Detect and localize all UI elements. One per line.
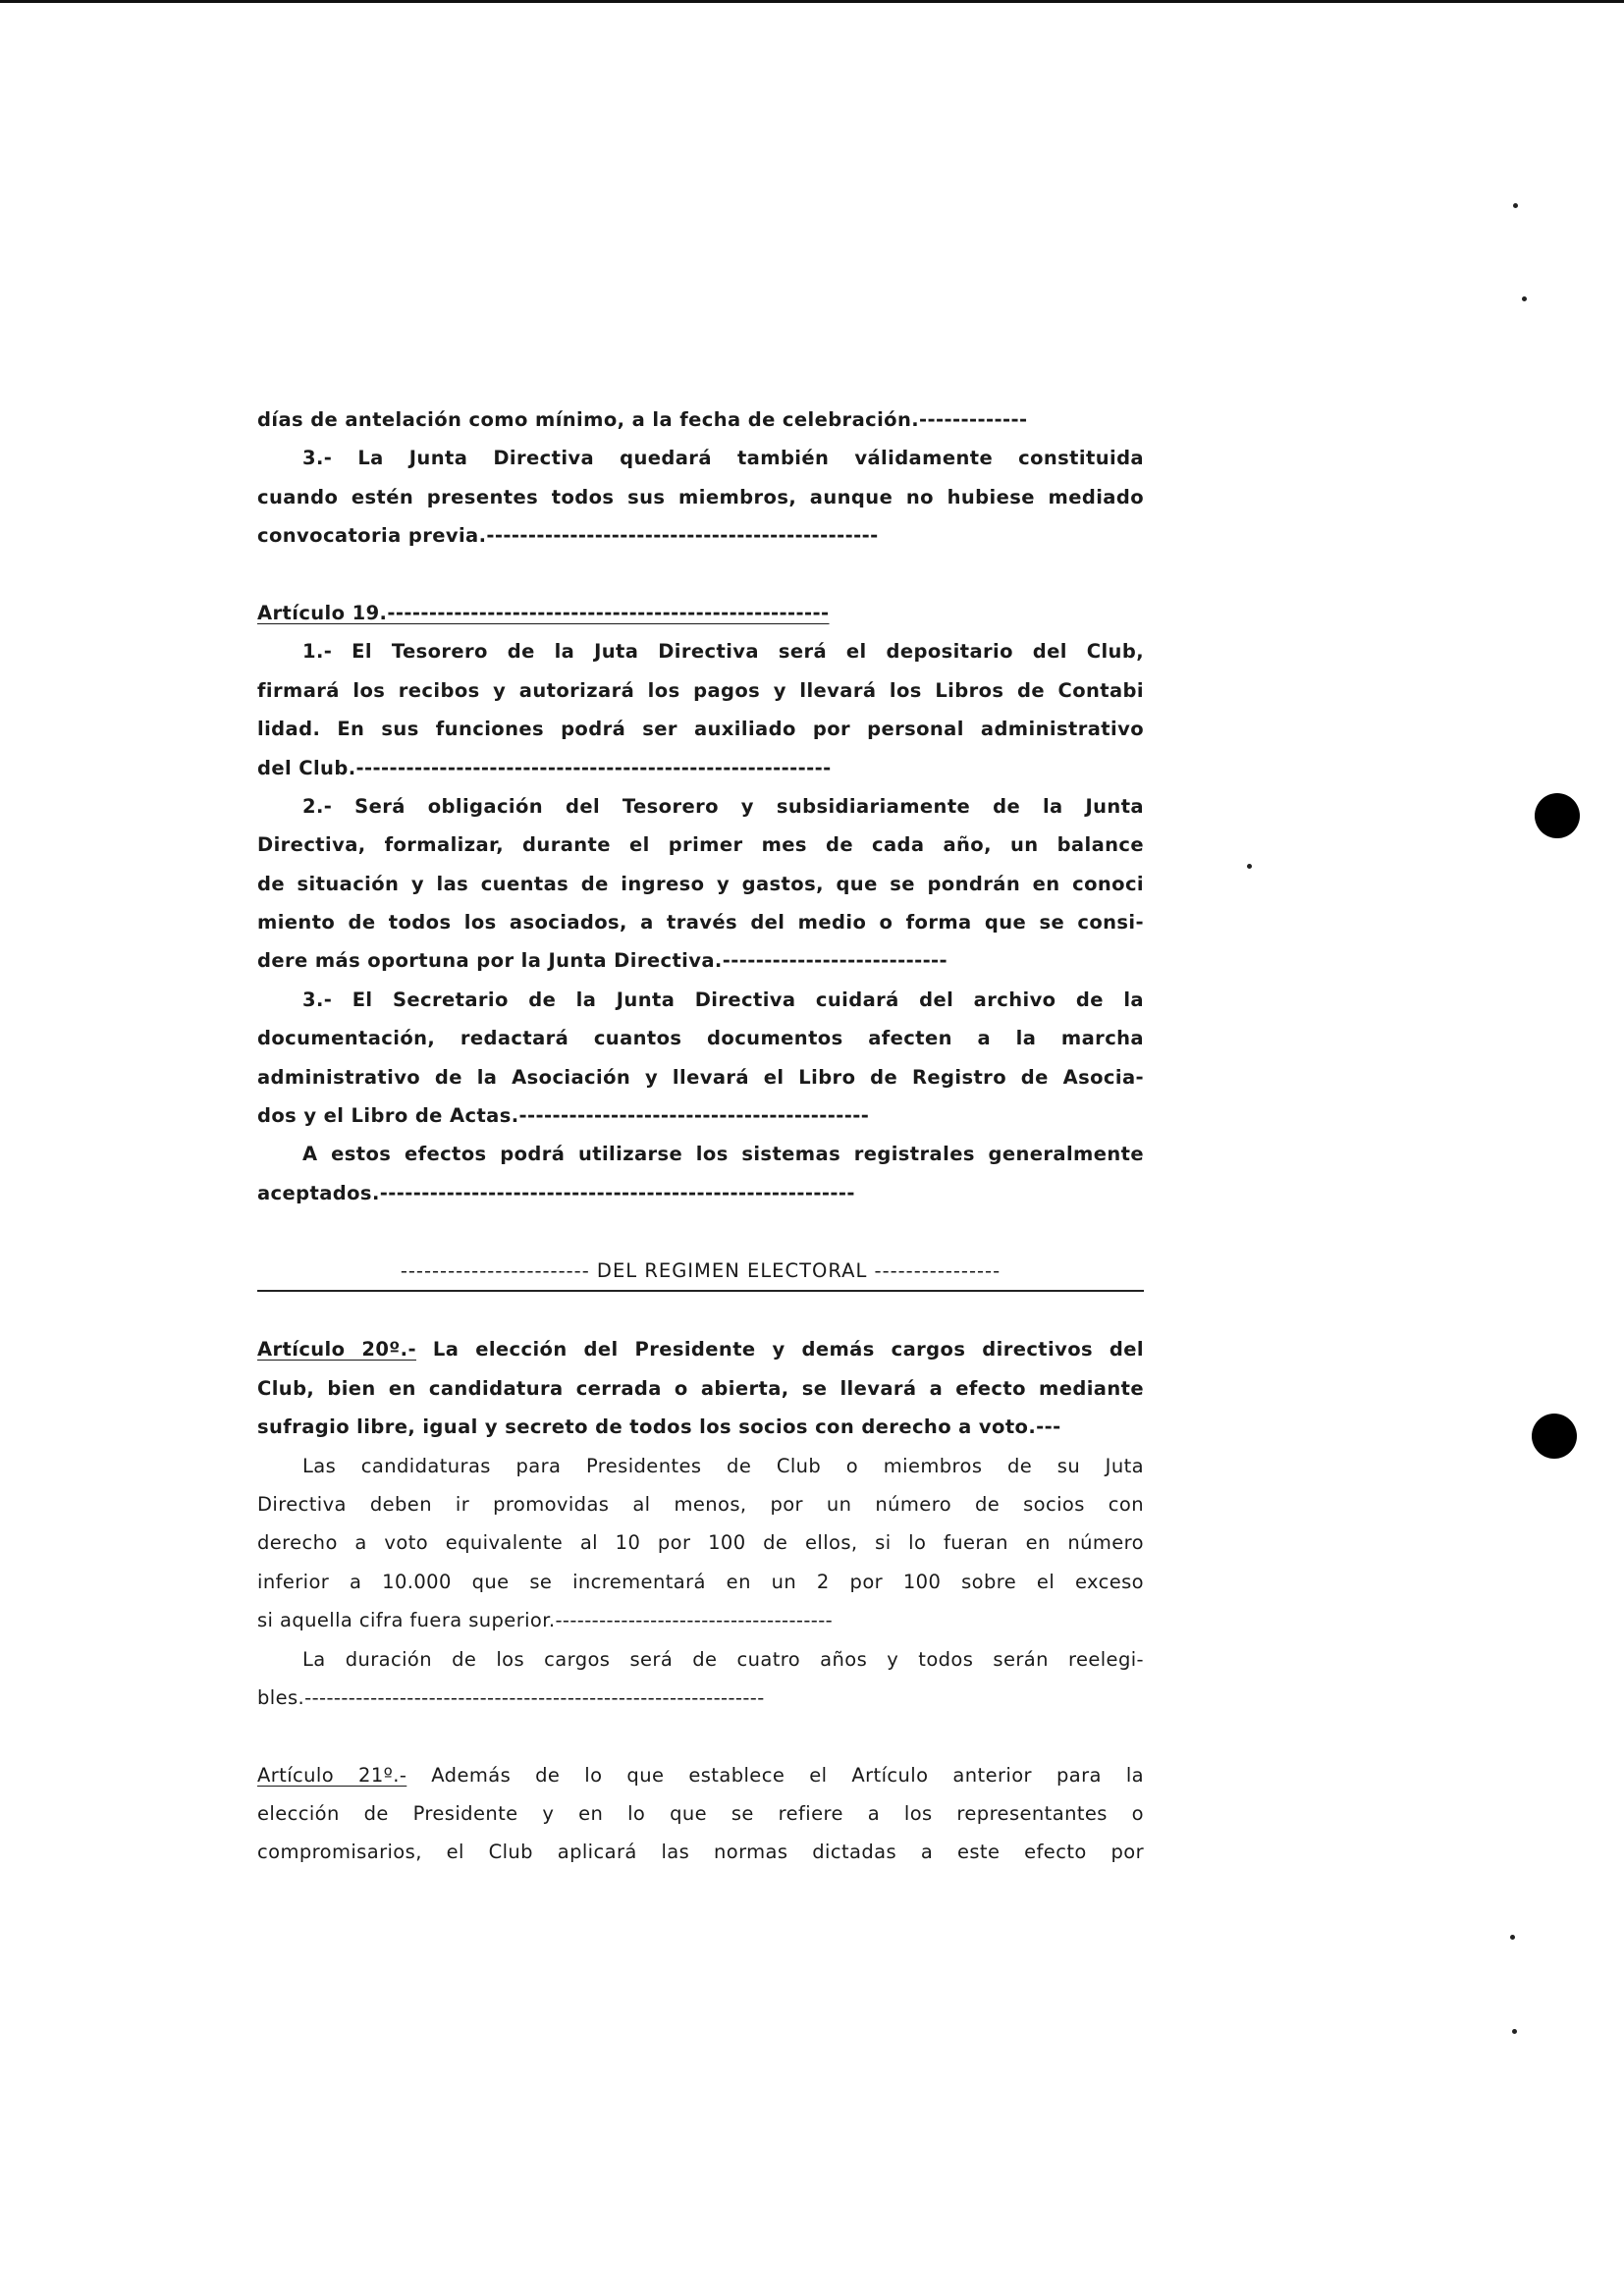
text-line: administrativo de la Asociación y llevará el Libro de Registro de Asocia- xyxy=(257,1065,1144,1089)
text-line: sufragio libre, igual y secreto de todos los socios con derecho a voto.--- xyxy=(257,1415,1061,1439)
text-line: 2.- Será obligación del Tesorero y subsidiariamente de la Junta xyxy=(302,794,1144,818)
text-line: cuando estén presentes todos sus miembros, aunque no hubiese mediado xyxy=(257,485,1144,508)
text-line: 3.- El Secretario de la Junta Directiva cuidará del archivo de la xyxy=(302,988,1144,1011)
text-line: dos y el Libro de Actas.------------------------------------------ xyxy=(257,1104,870,1128)
text-line: inferior a 10.000 que se incrementará en un 2 por 100 sobre el exceso xyxy=(257,1570,1144,1593)
text-line: 3.- La Junta Directiva quedará también válidamente constituida xyxy=(302,447,1144,470)
document-page xyxy=(257,400,1144,1872)
text-line: Directiva, formalizar, durante el primer mes de cada año, un balance xyxy=(257,833,1144,857)
text-line: si aquella cifra fuera superior.-------------------------------------- xyxy=(257,1609,834,1632)
scan-speck xyxy=(1513,203,1518,208)
text-line: derecho a voto equivalente al 10 por 100 de ellos, si lo fueran en número xyxy=(257,1531,1144,1555)
section-heading: ------------------------ DEL REGIMEN ELECTORAL ---------------- xyxy=(257,1252,1144,1292)
punch-hole-upper xyxy=(1535,793,1580,838)
punch-hole-lower xyxy=(1532,1414,1577,1459)
text-line: 1.- El Tesorero de la Juta Directiva será el depositario del Club, xyxy=(302,640,1144,664)
text-line: dere más oportuna por la Junta Directiva.--------------------------- xyxy=(257,949,948,973)
text-line xyxy=(257,1330,1144,1368)
text-line: A estos efectos podrá utilizarse los sistemas registrales generalmente xyxy=(302,1143,1144,1166)
article-label: Artículo 21º.- xyxy=(257,1763,407,1787)
scan-speck xyxy=(1512,2029,1517,2034)
text-line xyxy=(257,1756,1144,1794)
text-line: La duración de los cargos será de cuatro años y todos serán reelegi- xyxy=(302,1647,1144,1671)
text-line: de situación y las cuentas de ingreso y gastos, que se pondrán en conoci xyxy=(257,872,1144,895)
text-line: firmará los recibos y autorizará los pagos y llevará los Libros de Contabi xyxy=(257,678,1144,702)
scan-top-edge xyxy=(0,0,1624,3)
text-line: aceptados.--------------------------------------------------------- xyxy=(257,1181,855,1204)
text-line: bles.--------------------------------------------------------------- xyxy=(257,1685,765,1709)
article-text: La elección del Presidente y demás cargos directivos del xyxy=(432,1338,1144,1362)
text-line: del Club.--------------------------------------------------------- xyxy=(257,756,832,779)
article-heading: Artículo 19.----------------------------------------------------- xyxy=(257,601,830,624)
scan-speck xyxy=(1247,864,1252,869)
text-line: Las candidaturas para Presidentes de Club o miembros de su Juta xyxy=(302,1454,1144,1477)
text-line: Club, bien en candidatura cerrada o abierta, se llevará a efecto mediante xyxy=(257,1376,1144,1400)
text-line: Directiva deben ir promovidas al menos, por un número de socios con xyxy=(257,1492,1144,1516)
article-text: Además de lo que establece el Artículo anterior para la xyxy=(431,1763,1144,1787)
article-label: Artículo 20º.- xyxy=(257,1338,416,1362)
text-line: lidad. En sus funciones podrá ser auxiliado por personal administrativo xyxy=(257,718,1144,741)
text-line: compromisarios, el Club aplicará las normas dictadas a este efecto por xyxy=(257,1841,1144,1864)
text-line: convocatoria previa.----------------------------------------------- xyxy=(257,524,879,548)
text-line: días de antelación como mínimo, a la fecha de celebración.------------- xyxy=(257,408,1028,431)
text-line: elección de Presidente y en lo que se refiere a los representantes o xyxy=(257,1802,1144,1826)
scan-speck xyxy=(1510,1935,1515,1940)
text-line: miento de todos los asociados, a través del medio o forma que se consi- xyxy=(257,911,1144,934)
scan-speck xyxy=(1522,296,1527,301)
text-line: documentación, redactará cuantos documentos afecten a la marcha xyxy=(257,1027,1144,1050)
